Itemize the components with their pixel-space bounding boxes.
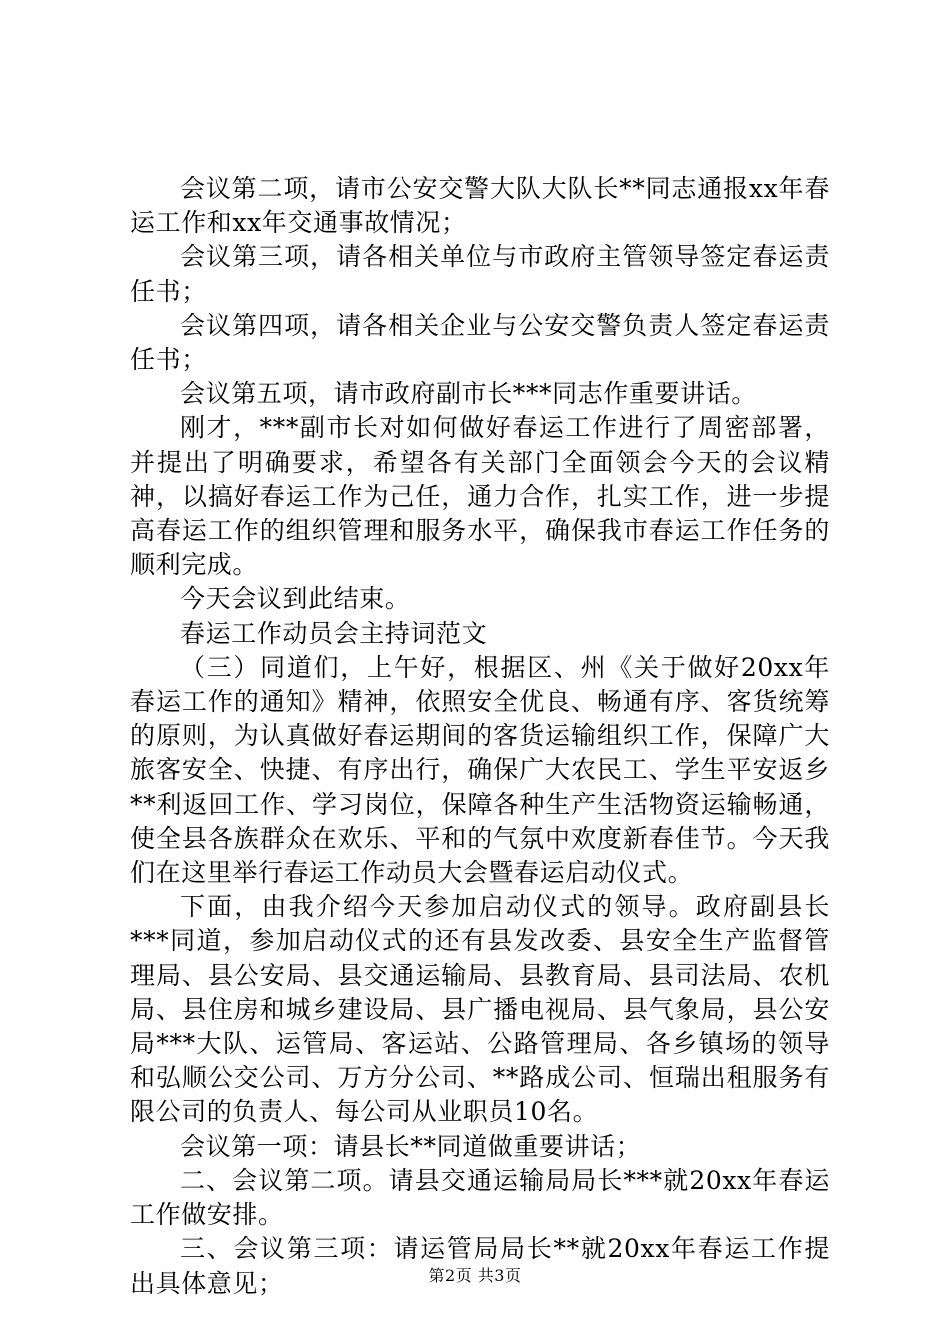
paragraph-5: 刚才，***副市长对如何做好春运工作进行了周密部署，并提出了明确要求，希望各有关部门全面领会今天的会议精神，以搞好春运工作为己任，通力合作，扎实工作，进一步提高春运工作的组织管理和服务水平，确保我市春运工作任务的顺利完成。 xyxy=(130,413,830,580)
section-title: 春运工作动员会主持词范文 xyxy=(180,618,488,648)
paragraph-7: （三）同道们，上午好，根据区、州《关于做好20xx年春运工作的通知》精神，依照安全优良、畅通有序、客货统筹的原则，为认真做好春运期间的客货运输组织工作，保障广大旅客安全、快捷、有序出行，确保广大农民工、学生平安返乡**利返回工作、学习岗位，保障各种生产生活物资运输畅通，使全县各族群众在欢乐、平和的气氛中欢度新春佳节。今天我们在这里举行春运工作动员大会暨春运启动仪式。 xyxy=(130,652,830,888)
paragraph-4: 会议第五项，请市政府副市长***同志作重要讲话。 xyxy=(180,379,757,409)
page-number-footer: 第2页 共3页 xyxy=(428,1266,522,1285)
paragraph-6: 今天会议到此结束。 xyxy=(180,584,411,614)
paragraph-10: 二、会议第二项。请县交通运输局局长***就20xx年春运工作做安排。 xyxy=(130,1165,830,1230)
paragraph-11: 三、会议第三项：请运管局局长**就20xx年春运工作提出具体意见； xyxy=(130,1234,830,1298)
document-body xyxy=(130,172,830,1301)
paragraph-3: 会议第四项，请各相关企业与公安交警负责人签定春运责任书； xyxy=(130,310,830,375)
paragraph-1: 会议第二项，请市公安交警大队大队长**同志通报xx年春运工作和xx年交通事故情况； xyxy=(130,174,830,238)
paragraph-2: 会议第三项，请各相关单位与市政府主管领导签定春运责任书； xyxy=(130,242,830,306)
paragraph-9: 会议第一项：请县长**同道做重要讲话； xyxy=(180,1131,642,1161)
paragraph-8: 下面，由我介绍今天参加启动仪式的领导。政府副县长***同道，参加启动仪式的还有县发改委、县安全生产监督管理局、县公安局、县交通运输局、县教育局、县司法局、农机局、县住房和城乡建设局、县广播电视局、县气象局，县公安局***大队、运管局、客运站、公路管理局、各乡镇场的领导和弘顺公交公司、万方分公司、**路成公司、恒瑞出租服务有限公司的负责人、每公司从业职员10名。 xyxy=(130,892,830,1127)
